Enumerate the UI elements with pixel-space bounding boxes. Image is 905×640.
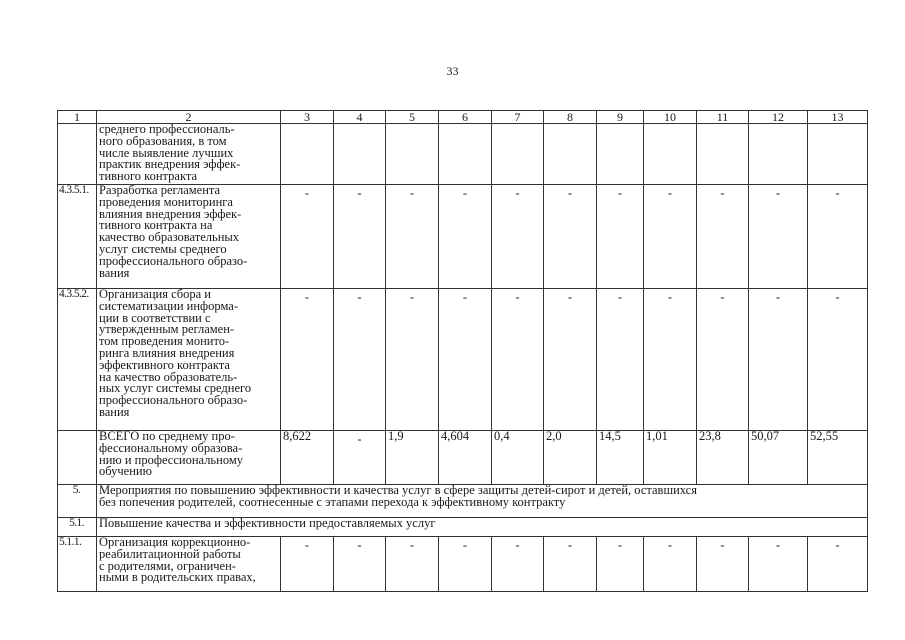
section-title <box>97 518 868 537</box>
value-cell: - <box>697 185 749 289</box>
value-cell <box>544 124 597 185</box>
value-cell: - <box>749 537 808 592</box>
activity-name-line: практик внедрения эффек- <box>99 157 241 172</box>
table-row <box>58 431 868 485</box>
column-header: 4 <box>334 111 386 124</box>
activity-name-line: числе выявление лучших <box>99 145 234 160</box>
activity-name-line: профессионального образо- <box>99 253 248 268</box>
value-cell <box>644 124 697 185</box>
value-cell: - <box>334 185 386 289</box>
activity-name-line: утвержденным регламен- <box>99 322 235 337</box>
value-cell: - <box>749 289 808 431</box>
section-title-line: Мероприятия по повышению эффективности и качества услуг в сфере защиты детей-сирот и детей, оставшихся <box>99 484 697 497</box>
activity-name-line: среднего профессиональ- <box>99 123 235 136</box>
activity-name-line: ного образования, в том <box>99 133 227 148</box>
table-body <box>58 124 868 592</box>
activity-name <box>97 289 281 431</box>
value-cell: - <box>281 185 334 289</box>
value-cell: 8,622 <box>281 431 334 485</box>
table-row <box>58 537 868 592</box>
value-cell: - <box>439 289 492 431</box>
activity-name-line: проведения мониторинга <box>99 194 233 209</box>
activity-name <box>97 431 281 485</box>
value-cell <box>334 124 386 185</box>
row-number: 5.1.1. <box>58 537 97 592</box>
value-cell: - <box>597 185 644 289</box>
value-cell: 4,604 <box>439 431 492 485</box>
column-header: 5 <box>386 111 439 124</box>
activity-name <box>97 124 281 185</box>
value-cell: - <box>808 289 868 431</box>
activity-name-line: тивного контракта <box>99 169 198 184</box>
activity-name-line: ных услуг системы среднего <box>99 381 252 396</box>
row-number <box>58 431 97 485</box>
column-header: 6 <box>439 111 492 124</box>
value-cell: 1,01 <box>644 431 697 485</box>
table-row <box>58 518 868 537</box>
activity-name-line: ринга влияния внедрения <box>99 345 235 360</box>
value-cell: - <box>439 185 492 289</box>
value-cell: - <box>544 185 597 289</box>
value-cell: - <box>544 289 597 431</box>
value-cell: - <box>281 289 334 431</box>
value-cell: - <box>281 537 334 592</box>
value-cell: 1,9 <box>386 431 439 485</box>
table-header-row <box>58 111 868 124</box>
row-number: 5. <box>58 485 97 518</box>
activity-name-line: эффективного контракта <box>99 357 230 372</box>
section-title <box>97 485 868 518</box>
value-cell: - <box>597 289 644 431</box>
activity-name-line: качество образовательных <box>99 230 240 245</box>
activity-name-line: реабилитационной работы <box>99 546 241 561</box>
row-number: 5.1. <box>58 518 97 537</box>
activity-name-line: влияния внедрения эффек- <box>99 206 242 221</box>
value-cell: - <box>697 537 749 592</box>
value-cell: 14,5 <box>597 431 644 485</box>
value-cell <box>697 124 749 185</box>
value-cell <box>281 124 334 185</box>
column-header: 8 <box>544 111 597 124</box>
column-header: 2 <box>97 111 281 124</box>
value-cell: 23,8 <box>697 431 749 485</box>
column-header: 1 <box>58 111 97 124</box>
data-table <box>57 110 868 592</box>
value-cell: - <box>644 537 697 592</box>
activity-name-line: профессионального образо- <box>99 393 248 408</box>
activity-name-line: Разработка регламента <box>99 184 221 197</box>
activity-name-line: систематизации информа- <box>99 298 239 313</box>
column-header: 9 <box>597 111 644 124</box>
activity-name-line: вания <box>99 404 130 419</box>
column-header: 7 <box>492 111 544 124</box>
activity-name-line: тивного контракта на <box>99 218 213 233</box>
value-cell: - <box>644 289 697 431</box>
column-header: 3 <box>281 111 334 124</box>
value-cell: - <box>492 185 544 289</box>
activity-name-line: с родителями, ограничен- <box>99 558 236 573</box>
value-cell: - <box>334 289 386 431</box>
value-cell <box>749 124 808 185</box>
value-cell <box>808 124 868 185</box>
value-cell: - <box>386 185 439 289</box>
activity-name-line: вания <box>99 265 130 280</box>
activity-name-line: фессиональному образова- <box>99 440 243 455</box>
activity-name-line: обучению <box>99 464 152 479</box>
value-cell: 52,55 <box>808 431 868 485</box>
activity-name-line: нию и профессиональному <box>99 452 243 467</box>
activity-name <box>97 537 281 592</box>
value-cell <box>439 124 492 185</box>
value-cell: - <box>386 289 439 431</box>
value-cell: - <box>492 289 544 431</box>
value-cell <box>597 124 644 185</box>
value-cell: - <box>749 185 808 289</box>
value-cell: - <box>386 537 439 592</box>
value-cell: - <box>808 537 868 592</box>
section-title-line: Повышение качества и эффективности предоставляемых услуг <box>99 517 436 530</box>
activity-name-line: ВСЕГО по среднему про- <box>99 430 235 443</box>
activity-name-line: Организация коррекционно- <box>99 536 251 549</box>
section-title-line: без попечения родителей, соотнесенные с этапами перехода к эффективному контракту <box>99 494 566 509</box>
row-number <box>58 124 97 185</box>
value-cell: - <box>334 431 386 485</box>
column-header: 13 <box>808 111 868 124</box>
activity-name-line: Организация сбора и <box>99 288 211 301</box>
value-cell: - <box>439 537 492 592</box>
column-header: 10 <box>644 111 697 124</box>
value-cell: 2,0 <box>544 431 597 485</box>
value-cell: - <box>544 537 597 592</box>
value-cell: 0,4 <box>492 431 544 485</box>
table-row <box>58 124 868 185</box>
value-cell <box>386 124 439 185</box>
table-row <box>58 289 868 431</box>
activity-name-line: на качество образователь- <box>99 369 238 384</box>
table-row <box>58 185 868 289</box>
activity-name-line: ными в родительских правах, <box>99 570 256 585</box>
row-number: 4.3.5.1. <box>58 185 97 289</box>
table-row <box>58 485 868 518</box>
column-header: 11 <box>697 111 749 124</box>
value-cell <box>492 124 544 185</box>
value-cell: - <box>644 185 697 289</box>
value-cell: 50,07 <box>749 431 808 485</box>
page-number: 33 <box>446 64 459 78</box>
value-cell: - <box>808 185 868 289</box>
row-number: 4.3.5.2. <box>58 289 97 431</box>
activity-name-line: ции в соответствии с <box>99 310 211 325</box>
value-cell: - <box>697 289 749 431</box>
activity-name-line: том проведения монито- <box>99 334 230 349</box>
activity-name <box>97 185 281 289</box>
value-cell: - <box>597 537 644 592</box>
column-header: 12 <box>749 111 808 124</box>
value-cell: - <box>492 537 544 592</box>
activity-name-line: услуг системы среднего <box>99 241 227 256</box>
value-cell: - <box>334 537 386 592</box>
